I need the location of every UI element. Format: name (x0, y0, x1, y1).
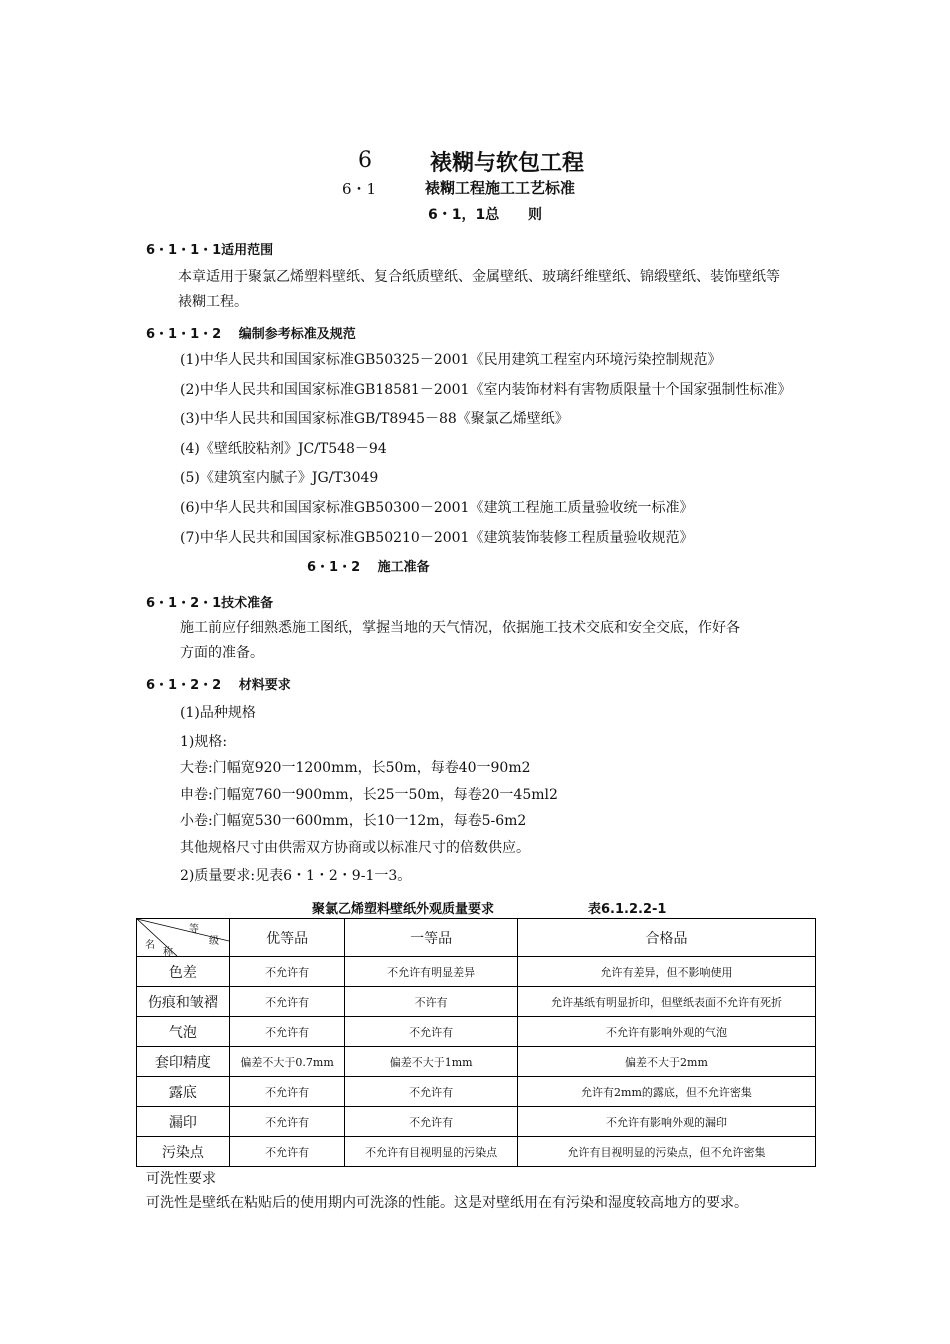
standard-item: (6)中华人民共和国国家标准GB50300－2001《建筑工程施工质量验收统一标准》 (180, 500, 694, 516)
heading-materials: 6・1・2・2 材料要求 (146, 678, 291, 693)
heading-standards: 6・1・1・2 编制参考标准及规范 (146, 327, 356, 342)
table-cell: 允许有2mm的露底，但不允许密集 (517, 1077, 815, 1107)
corner-label: 名 (145, 940, 155, 951)
table-row (137, 1107, 816, 1137)
heading-preparation: 6・1・2 施工准备 (307, 560, 430, 575)
materials-line: 小卷:门幅宽530一600mm，长10一12m，每卷5-6m2 (180, 813, 527, 829)
subtitle-number: 6・1 (342, 180, 377, 198)
table-row (137, 987, 816, 1017)
quality-table (136, 918, 816, 1167)
table-cell: 不允许有目视明显的污染点 (345, 1137, 517, 1167)
table-row (137, 1047, 816, 1077)
table-cell: 不允许有 (229, 1107, 345, 1137)
row-name: 伤痕和皱褶 (137, 987, 230, 1017)
heading-technical: 6・1・2・1技术准备 (146, 596, 274, 611)
materials-line: 2)质量要求:见表6・1・2・9-1一3。 (180, 868, 412, 884)
standard-item: (3)中华人民共和国国家标准GB/T8945－88《聚氯乙烯壁纸》 (180, 411, 569, 427)
table-cell: 偏差不大于0.7mm (229, 1047, 345, 1077)
materials-line: 大卷:门幅宽920一1200mm，长50m，每卷40一90m2 (180, 760, 531, 776)
table-cell: 不允许有 (229, 957, 345, 987)
row-name: 套印精度 (137, 1047, 230, 1077)
table-cell: 不允许有影响外观的漏印 (517, 1107, 815, 1137)
standard-item: (5)《建筑室内腻子》JG/T3049 (180, 470, 379, 486)
washability-text: 可洗性是壁纸在粘贴后的使用期内可洗涤的性能。这是对壁纸用在有污染和湿度较高地方的要求。 (146, 1195, 748, 1211)
row-name: 污染点 (137, 1137, 230, 1167)
standard-item: (1)中华人民共和国国家标准GB50325－2001《民用建筑工程室内环境污染控制规范》 (180, 352, 722, 368)
corner-label: 称 (163, 947, 173, 958)
subtitle-text: 裱糊工程施工工艺标准 (425, 179, 576, 197)
table-cell: 不许有 (345, 987, 517, 1017)
technical-line-2: 方面的准备。 (180, 645, 264, 661)
scope-line-1: 本章适用于聚氯乙烯塑料壁纸、复合纸质壁纸、金属壁纸、玻璃纤维壁纸、锦缎壁纸、装饰壁纸等 (178, 269, 780, 285)
chapter-number: 6 (358, 148, 372, 173)
heading-scope: 6・1・1・1适用范围 (146, 243, 274, 258)
technical-line-1: 施工前应仔细熟悉施工图纸，掌握当地的天气情况，依据施工技术交底和安全交底，作好各 (180, 620, 740, 636)
table-cell: 不允许有影响外观的气泡 (517, 1017, 815, 1047)
table-cell: 允许有差异，但不影响使用 (517, 957, 815, 987)
section-title: 则 (528, 207, 542, 223)
table-cell: 偏差不大于1mm (345, 1047, 517, 1077)
materials-line: 申卷:门幅宽760一900mm，长25一50m，每卷20一45ml2 (180, 787, 558, 803)
materials-line: 其他规格尺寸由供需双方协商或以标准尺寸的倍数供应。 (180, 840, 530, 856)
corner-label: 级 (209, 936, 219, 947)
scope-line-2: 裱糊工程。 (178, 294, 248, 310)
table-cell: 不允许有 (229, 1137, 345, 1167)
materials-line: (1)品种规格 (180, 705, 256, 721)
row-name: 露底 (137, 1077, 230, 1107)
materials-line: 1)规格: (180, 734, 228, 750)
column-header: 一等品 (345, 919, 517, 957)
table-header-row (137, 919, 816, 957)
row-name: 漏印 (137, 1107, 230, 1137)
table-caption: 聚氯乙烯塑料壁纸外观质量要求 (312, 902, 495, 917)
table-cell: 不允许有 (345, 1077, 517, 1107)
table-cell: 不允许有 (229, 987, 345, 1017)
column-header: 合格品 (517, 919, 815, 957)
table-cell: 允许有目视明显的污染点，但不允许密集 (517, 1137, 815, 1167)
table-number: 表6.1.2.2-1 (588, 902, 667, 917)
table-cell: 不允许有 (229, 1017, 345, 1047)
row-name: 气泡 (137, 1017, 230, 1047)
table-row (137, 1137, 816, 1167)
table-cell: 允许基纸有明显折印，但壁纸表面不允许有死折 (517, 987, 815, 1017)
column-header: 优等品 (229, 919, 345, 957)
table-cell: 不允许有明显差异 (345, 957, 517, 987)
standard-item: (2)中华人民共和国国家标准GB18581－2001《室内装饰材料有害物质限量十个国家强制性标准》 (180, 382, 792, 398)
corner-cell (137, 919, 230, 957)
table-cell: 偏差不大于2mm (517, 1047, 815, 1077)
washability-heading: 可洗性要求 (146, 1171, 216, 1187)
table-cell: 不允许有 (345, 1017, 517, 1047)
table-cell: 不允许有 (345, 1107, 517, 1137)
row-name: 色差 (137, 957, 230, 987)
chapter-title: 裱糊与软包工程 (430, 151, 585, 176)
section-number: 6・1，1总 (428, 207, 500, 223)
table-row (137, 1077, 816, 1107)
standard-item: (7)中华人民共和国国家标准GB50210－2001《建筑装饰装修工程质量验收规范》 (180, 530, 694, 546)
standard-item: (4)《壁纸胶粘剂》JC/T548－94 (180, 441, 387, 457)
table-cell: 不允许有 (229, 1077, 345, 1107)
table-row (137, 957, 816, 987)
corner-label: 等 (189, 924, 199, 935)
table-row (137, 1017, 816, 1047)
